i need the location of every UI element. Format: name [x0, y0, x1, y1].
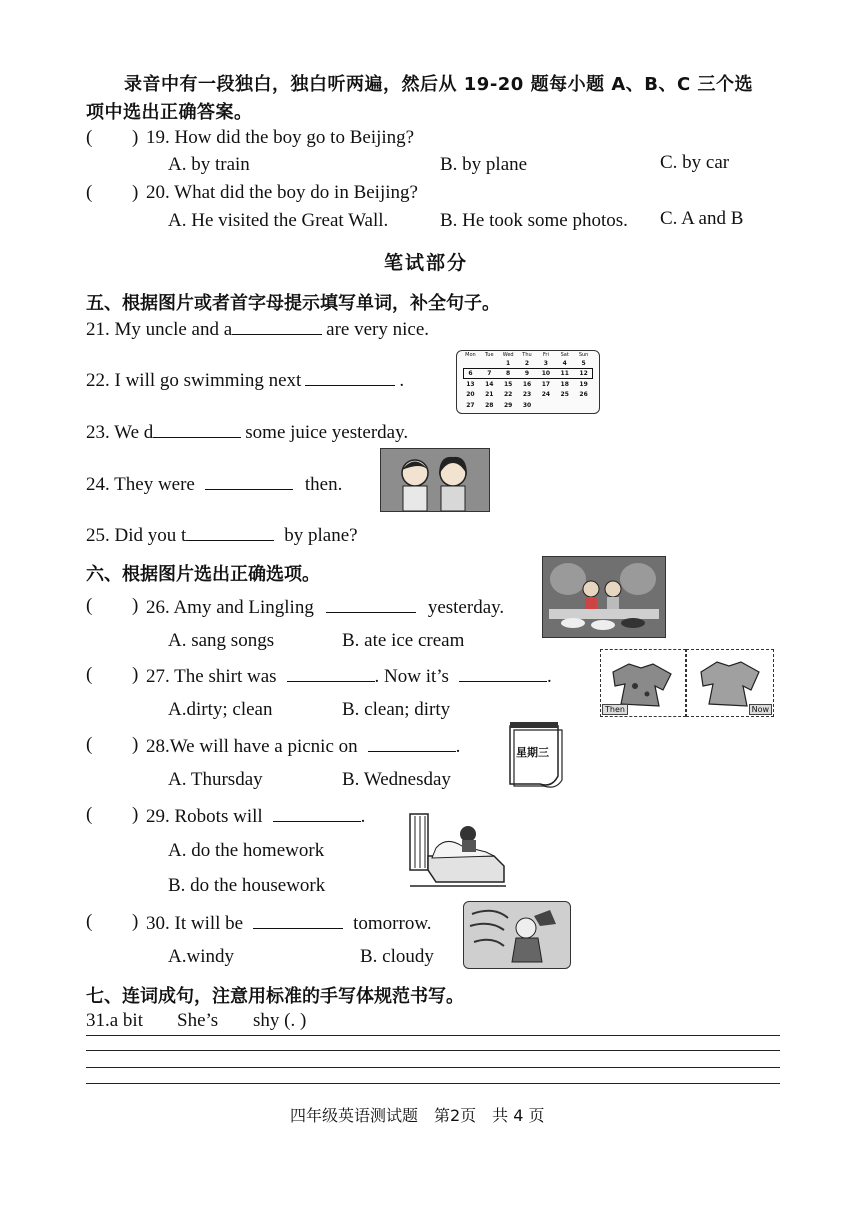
option-a: A.windy: [168, 946, 234, 967]
calendar-date: 13: [466, 380, 475, 388]
option-a: A. Thursday: [168, 769, 263, 790]
q26-answer-blank: [326, 596, 416, 613]
calendar-date: 26: [579, 391, 588, 399]
q28-stem: 28.We will have a picnic on: [146, 736, 358, 757]
writing-line-4: [86, 1083, 780, 1084]
q27-stem-mid: . Now it’s: [374, 666, 449, 687]
q31-word-3: shy (. ): [253, 1010, 307, 1031]
option-b: B. ate ice cream: [342, 630, 465, 651]
answer-paren-open: (: [86, 127, 93, 148]
calendar-weekday: Thu: [522, 352, 532, 358]
calendar-week-row: [461, 400, 593, 411]
question-25: [86, 524, 358, 545]
q24-text-after: then.: [304, 474, 343, 495]
calendar-date: 19: [579, 380, 588, 388]
calendar-date: 4: [562, 359, 567, 367]
windy-weather-illustration: [464, 902, 570, 968]
calendar-week-row: [461, 358, 593, 369]
answer-paren-open: (: [86, 734, 93, 755]
q24-answer-blank[interactable]: [205, 473, 293, 490]
calendar-date: 24: [541, 391, 551, 399]
q27-stem-end: .: [546, 666, 552, 687]
question-23: [86, 421, 408, 442]
listening-intro-line1: 录音中有一段独白，独白听两遍，然后从 19-20 题每小题 A、B、C 三个选: [124, 74, 753, 95]
q27-blank-1: [287, 665, 375, 682]
calendar-picture: [456, 350, 600, 414]
q31-word-1: 31.a bit: [86, 1010, 143, 1031]
calendar-weekday: Wed: [502, 352, 514, 358]
q22-text-after: .: [399, 370, 405, 391]
option-b: B. do the housework: [168, 875, 326, 896]
answer-paren-open: (: [86, 595, 93, 616]
q31-word-2: She’s: [177, 1010, 219, 1031]
calendar-dates: [461, 358, 593, 411]
answer-paren-close: ): [132, 804, 139, 825]
option-a: A. He visited the Great Wall.: [168, 210, 389, 231]
q23-text-after: some juice yesterday.: [245, 422, 409, 443]
calendar-week-row: [461, 390, 593, 401]
q30-stem-end: tomorrow.: [353, 913, 432, 934]
listening-intro-line2: 项中选出正确答案。: [86, 102, 253, 123]
q29-answer-blank: [273, 805, 361, 822]
calendar-date: 30: [522, 401, 532, 409]
section-7-title: 七、连词成句，注意用标准的手写体规范书写。: [86, 986, 464, 1007]
option-a: A. do the homework: [168, 840, 325, 861]
answer-paren-close: ): [132, 595, 139, 616]
writing-line-2: [86, 1050, 780, 1051]
calendar-week-row: [461, 379, 593, 390]
q29-stem: 29. Robots will: [146, 806, 263, 827]
calendar-date: 16: [522, 380, 532, 388]
q29-stem-end: .: [360, 806, 366, 827]
calendar-weekday: Tue: [485, 352, 494, 358]
q23-text-before: 23. We d: [86, 422, 154, 443]
q25-answer-blank[interactable]: [186, 524, 274, 541]
option-a: A. sang songs: [168, 630, 275, 651]
calendar-date: 23: [522, 391, 532, 399]
q28-answer-blank: [368, 735, 456, 752]
answer-paren-open: (: [86, 911, 93, 932]
calendar-date: 18: [560, 380, 569, 388]
calendar-date: 11: [560, 370, 569, 378]
answer-paren-close: ): [132, 734, 139, 755]
weather-picture: [463, 901, 571, 969]
calendar-date: 7: [487, 370, 492, 378]
calendar-date: 3: [543, 359, 548, 367]
now-label: Now: [749, 704, 772, 715]
option-b: B. He took some photos.: [440, 210, 628, 231]
calendar-grid: [461, 350, 593, 413]
option-b: B. clean; dirty: [342, 699, 451, 720]
q22-answer-blank[interactable]: [305, 369, 395, 386]
q21-text-after: are very nice.: [326, 319, 430, 340]
option-a: A. by train: [168, 154, 250, 175]
calendar-date: 21: [485, 391, 494, 399]
q25-text-after: by plane?: [284, 525, 358, 546]
calendar-date: 22: [503, 391, 513, 399]
calendar-weekdays: [461, 350, 593, 358]
answer-paren-open: (: [86, 804, 93, 825]
party-illustration: [543, 557, 665, 637]
robot-bed-picture: [406, 806, 510, 888]
option-b: B. cloudy: [360, 946, 434, 967]
question-22: [86, 369, 404, 390]
writing-line-3: [86, 1067, 780, 1068]
calendar-date: 29: [503, 401, 513, 409]
answer-paren-close: ): [132, 182, 139, 203]
answer-paren-open: (: [86, 664, 93, 685]
shy-kids-picture: [380, 448, 490, 512]
calendar-date: 6: [468, 370, 473, 378]
answer-paren-close: ): [132, 127, 139, 148]
calendar-weekday: Sat: [560, 352, 569, 358]
calendar-date: 15: [503, 380, 513, 388]
option-c: C. by car: [660, 152, 730, 173]
calendar-date: 20: [466, 391, 475, 399]
weekday-text: 星期三: [516, 746, 549, 759]
q27-stem: 27. The shirt was: [146, 666, 277, 687]
party-picture: [542, 556, 666, 638]
q28-stem-end: .: [455, 736, 461, 757]
calendar-date: 10: [541, 370, 551, 378]
option-b: B. by plane: [440, 154, 528, 175]
q21-answer-blank[interactable]: [232, 318, 322, 335]
q30-stem: 30. It will be: [146, 913, 244, 934]
shy-kids-illustration: [381, 449, 489, 511]
calendar-date: 8: [506, 370, 511, 378]
question-24: [86, 473, 342, 494]
option-b: B. Wednesday: [342, 769, 451, 790]
weekday-calendar-picture: [502, 718, 568, 790]
page-footer: 四年级英语测试题 第2页 共 4 页: [290, 1106, 545, 1125]
calendar-weekday: Mon: [465, 352, 476, 358]
option-c: C. A and B: [660, 208, 744, 229]
question-stem: 20. What did the boy do in Beijing?: [146, 182, 418, 203]
writing-line-1: [86, 1035, 780, 1036]
q24-text-before: 24. They were: [86, 474, 195, 495]
calendar-date: 27: [466, 401, 475, 409]
calendar-date: 25: [560, 391, 569, 399]
answer-paren-close: ): [132, 911, 139, 932]
answer-paren-close: ): [132, 664, 139, 685]
q30-answer-blank: [253, 912, 343, 929]
shirt-now-picture: [686, 649, 774, 717]
calendar-date: 17: [541, 380, 551, 388]
section-5-title: 五、根据图片或者首字母提示填写单词，补全句子。: [86, 293, 500, 314]
question-stem: 19. How did the boy go to Beijing?: [146, 127, 415, 148]
option-a: A.dirty; clean: [168, 699, 273, 720]
calendar-highlight-week: [463, 368, 593, 379]
then-label: Then: [602, 704, 628, 715]
calendar-weekday: Sun: [578, 352, 589, 358]
calendar-date: 28: [485, 401, 494, 409]
q26-stem: 26. Amy and Lingling: [146, 597, 314, 618]
calendar-date: 1: [506, 359, 511, 367]
calendar-weekday: Fri: [542, 352, 549, 358]
calendar-date: 5: [581, 359, 586, 367]
q23-answer-blank[interactable]: [153, 421, 241, 438]
calendar-date: 2: [524, 359, 530, 367]
calendar-date: 12: [579, 370, 588, 378]
written-part-title: 笔试部分: [384, 252, 469, 274]
question-21: [86, 318, 429, 339]
robot-making-bed-illustration: [406, 806, 510, 888]
q22-text-before: 22. I will go swimming next: [86, 370, 302, 391]
q25-text-before: 25. Did you t: [86, 525, 187, 546]
calendar-date: 9: [524, 370, 530, 378]
shirt-then-picture: [600, 649, 686, 717]
answer-paren-open: (: [86, 182, 93, 203]
q26-stem-end: yesterday.: [427, 597, 505, 618]
q27-blank-2: [459, 665, 547, 682]
q21-text-before: 21. My uncle and a: [86, 319, 233, 340]
section-6-title: 六、根据图片选出正确选项。: [86, 564, 320, 585]
calendar-date: 14: [485, 380, 494, 388]
